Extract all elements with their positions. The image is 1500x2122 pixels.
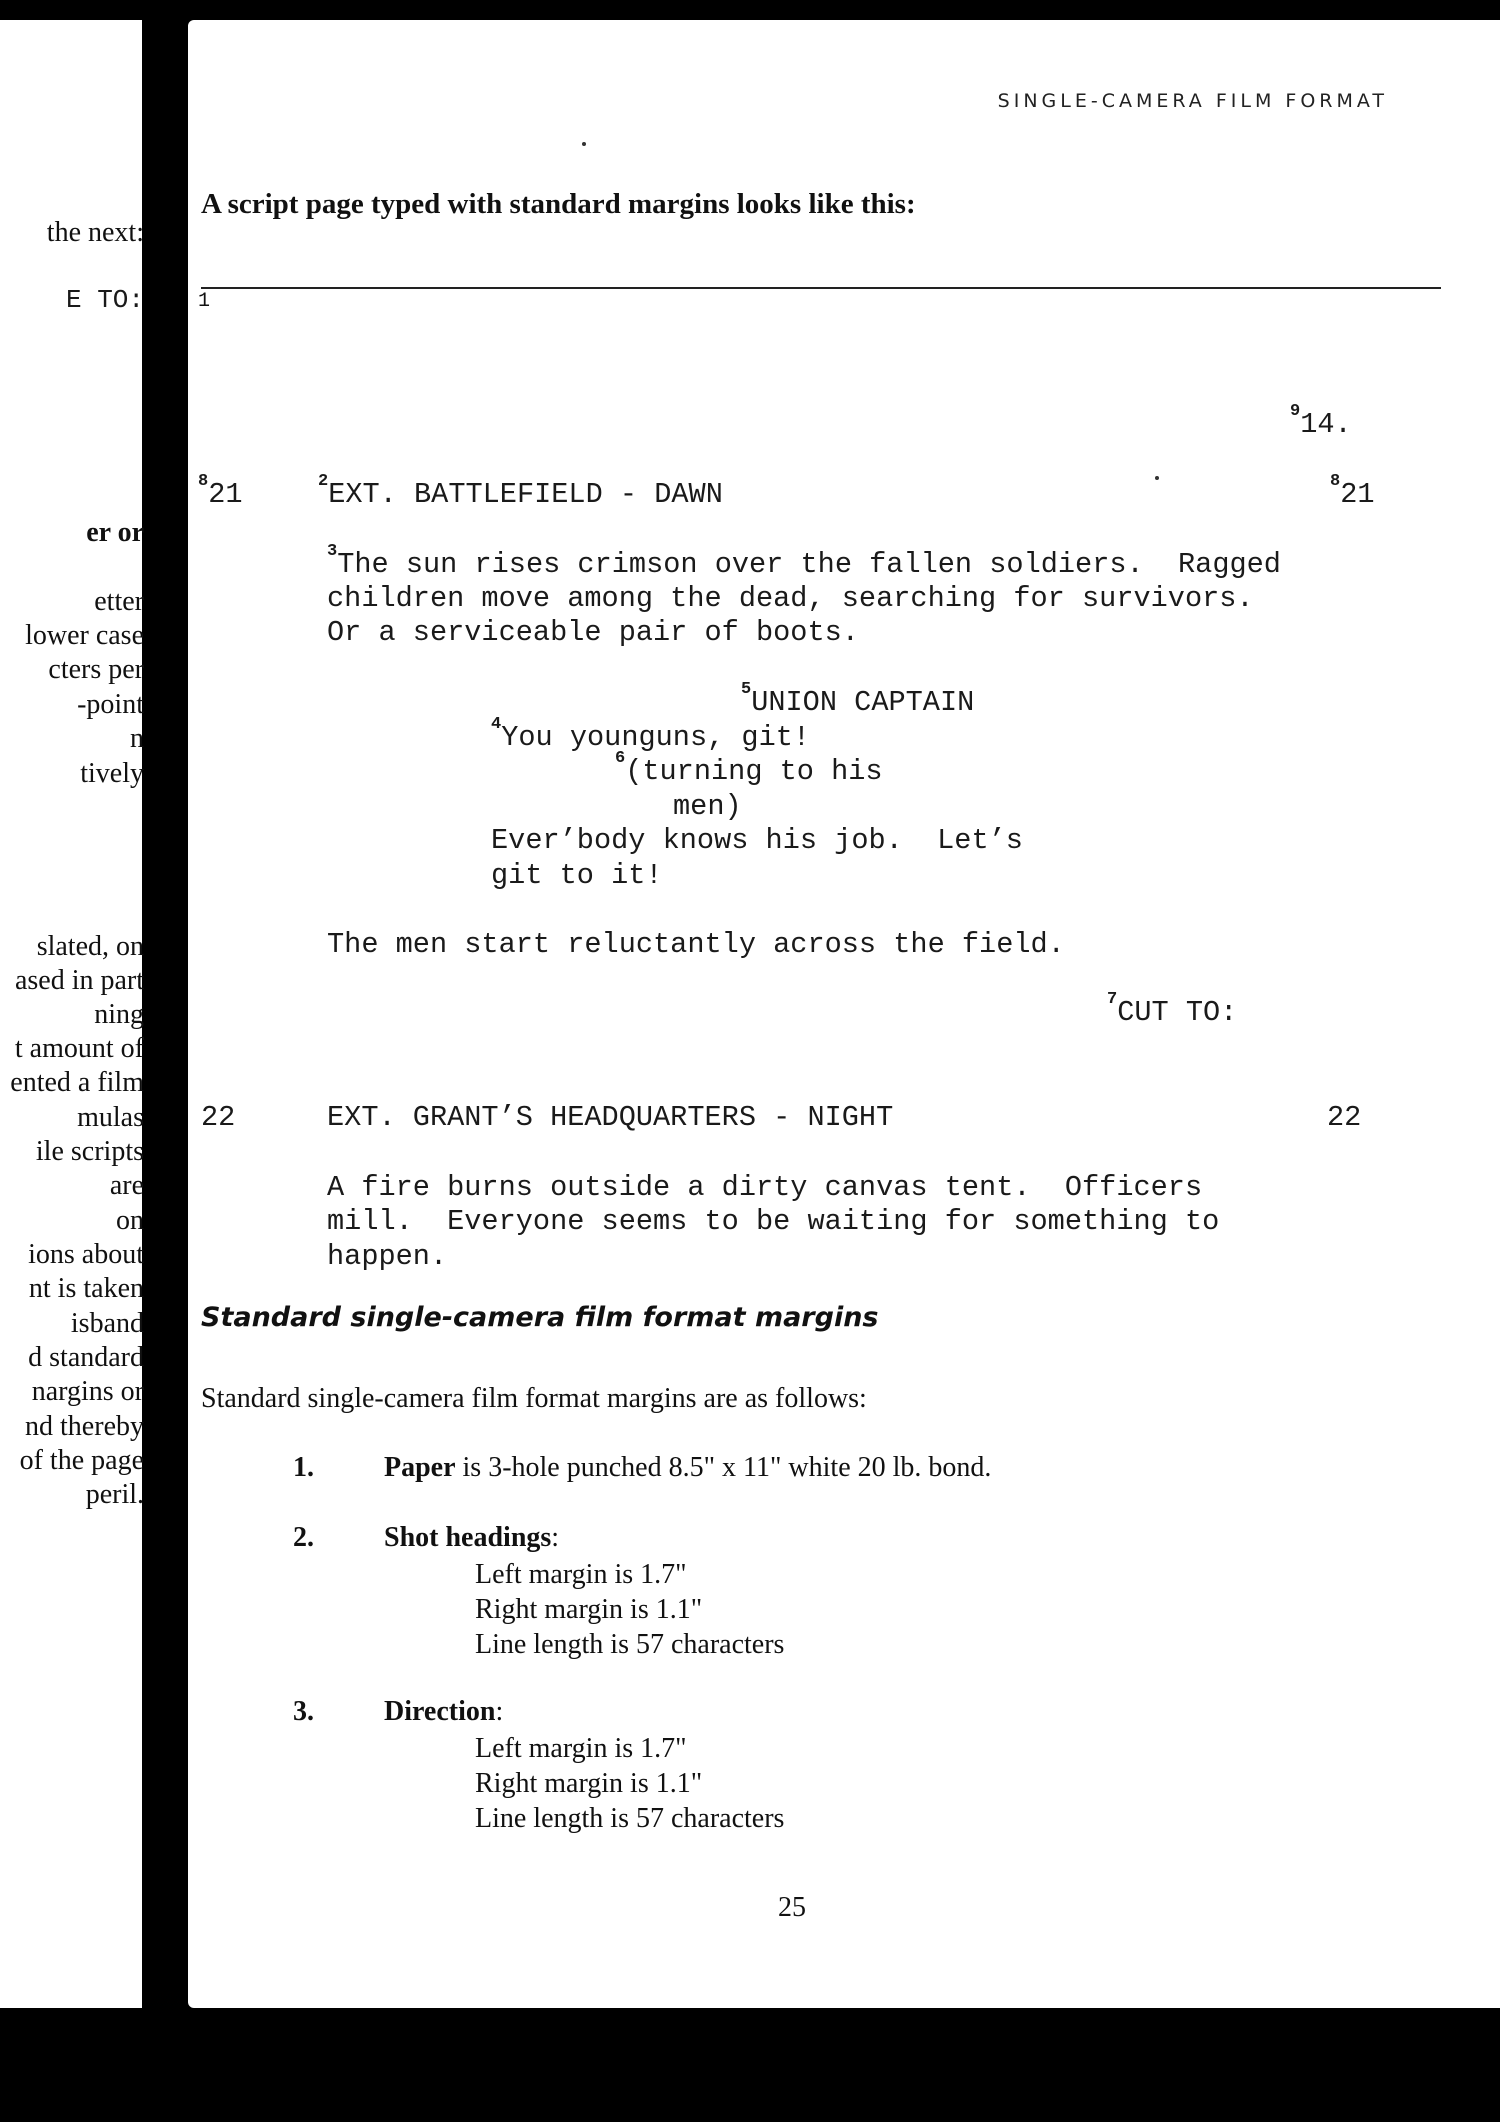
list-item-text: Paper is 3-hole punched 8.5" x 11" white 20 lb. bond. <box>384 1452 992 1483</box>
list-subitem: Line length is 57 characters <box>475 1629 785 1660</box>
previous-page-text: ile scripts <box>35 1136 144 1167</box>
previous-page-text: er or <box>86 517 144 548</box>
dialogue-line: $^4$You younguns, git! <box>491 715 811 754</box>
previous-page-text: ased in part <box>14 965 144 996</box>
previous-page-text: t amount of <box>14 1033 144 1064</box>
book-page <box>188 20 1500 2008</box>
previous-page-text: ning <box>94 999 144 1030</box>
previous-page-text: d standard <box>28 1342 144 1373</box>
character-name: $^5$UNION CAPTAIN <box>741 680 975 719</box>
action-line: A fire burns outside a dirty canvas tent. Officers <box>327 1171 1203 1204</box>
previous-page-text: cters per <box>48 654 144 685</box>
list-subitem: Right margin is 1.1" <box>475 1594 703 1625</box>
previous-page-text: -point <box>77 689 144 720</box>
parenthetical: men) <box>673 790 742 823</box>
running-head: SINGLE-CAMERA FILM FORMAT <box>997 90 1388 112</box>
previous-page-text: the next: <box>46 217 144 248</box>
page-top-rule <box>201 287 1441 289</box>
previous-page-text: etter <box>94 586 144 617</box>
scan-speck <box>1155 476 1159 480</box>
section-title: Standard single-camera film format margins <box>201 1302 879 1333</box>
action-line: Or a serviceable pair of boots. <box>327 616 859 649</box>
previous-page-text: ions about <box>28 1239 144 1270</box>
action-line: $^3$The sun rises crimson over the fallen soldiers. Ragged <box>327 542 1281 581</box>
previous-page-edge <box>0 20 142 2008</box>
previous-page-text: lower case <box>25 620 144 651</box>
previous-page-text: mulas <box>77 1102 144 1133</box>
scene-heading: EXT. GRANT’S HEADQUARTERS - NIGHT <box>327 1101 894 1134</box>
previous-page-text: are <box>109 1170 144 1201</box>
list-item-text: Shot headings: <box>384 1522 560 1553</box>
previous-page-text: peril. <box>85 1479 144 1510</box>
previous-page-text: slated, on <box>36 931 144 962</box>
list-subitem: Left margin is 1.7" <box>475 1733 687 1764</box>
page-number: 25 <box>778 1892 806 1923</box>
list-item-number: 2. <box>293 1522 314 1553</box>
previous-page-text: E TO: <box>65 285 144 315</box>
list-subitem: Line length is 57 characters <box>475 1803 785 1834</box>
action-line: happen. <box>327 1240 448 1273</box>
dialogue-line: git to it! <box>491 859 663 892</box>
list-item-number: 3. <box>293 1696 314 1727</box>
previous-page-text: of the page <box>19 1445 144 1476</box>
previous-page-text: ented a film <box>10 1067 144 1098</box>
previous-page-text: n <box>130 723 144 754</box>
list-item-text: Direction: <box>384 1696 504 1727</box>
action-line: children move among the dead, searching for survivors. <box>327 582 1254 615</box>
previous-page-text: nt is taken <box>28 1273 144 1304</box>
scan-speck <box>582 142 586 146</box>
dialogue-line: Ever’body knows his job. Let’s <box>491 824 1023 857</box>
previous-page-text: nargins or <box>31 1376 144 1407</box>
previous-page-text: on <box>116 1205 144 1236</box>
list-subitem: Right margin is 1.1" <box>475 1768 703 1799</box>
previous-page-text: tively <box>80 758 144 789</box>
section-paragraph: Standard single-camera film format margins are as follows: <box>201 1383 867 1414</box>
scene-number-right: $^8$21 <box>1330 472 1375 511</box>
action-line: The men start reluctantly across the field. <box>327 928 1065 961</box>
action-line: mill. Everyone seems to be waiting for something to <box>327 1205 1220 1238</box>
margin-marker: 1 <box>198 290 211 313</box>
transition: $^7$CUT TO: <box>1107 990 1238 1029</box>
previous-page-text: nd thereby <box>25 1411 144 1442</box>
parenthetical: $^6$(turning to his <box>615 749 883 788</box>
scene-number-right: 22 <box>1327 1101 1362 1134</box>
scene-number-left: $^8$21 <box>198 472 243 511</box>
previous-page-text: isband <box>70 1308 144 1339</box>
list-item-number: 1. <box>293 1452 314 1483</box>
scene-number-left: 22 <box>201 1101 236 1134</box>
list-subitem: Left margin is 1.7" <box>475 1559 687 1590</box>
script-page-number: $^9$14. <box>1290 402 1352 441</box>
scene-heading: $^2$EXT. BATTLEFIELD - DAWN <box>318 472 723 511</box>
intro-text: A script page typed with standard margins looks like this: <box>201 188 916 220</box>
